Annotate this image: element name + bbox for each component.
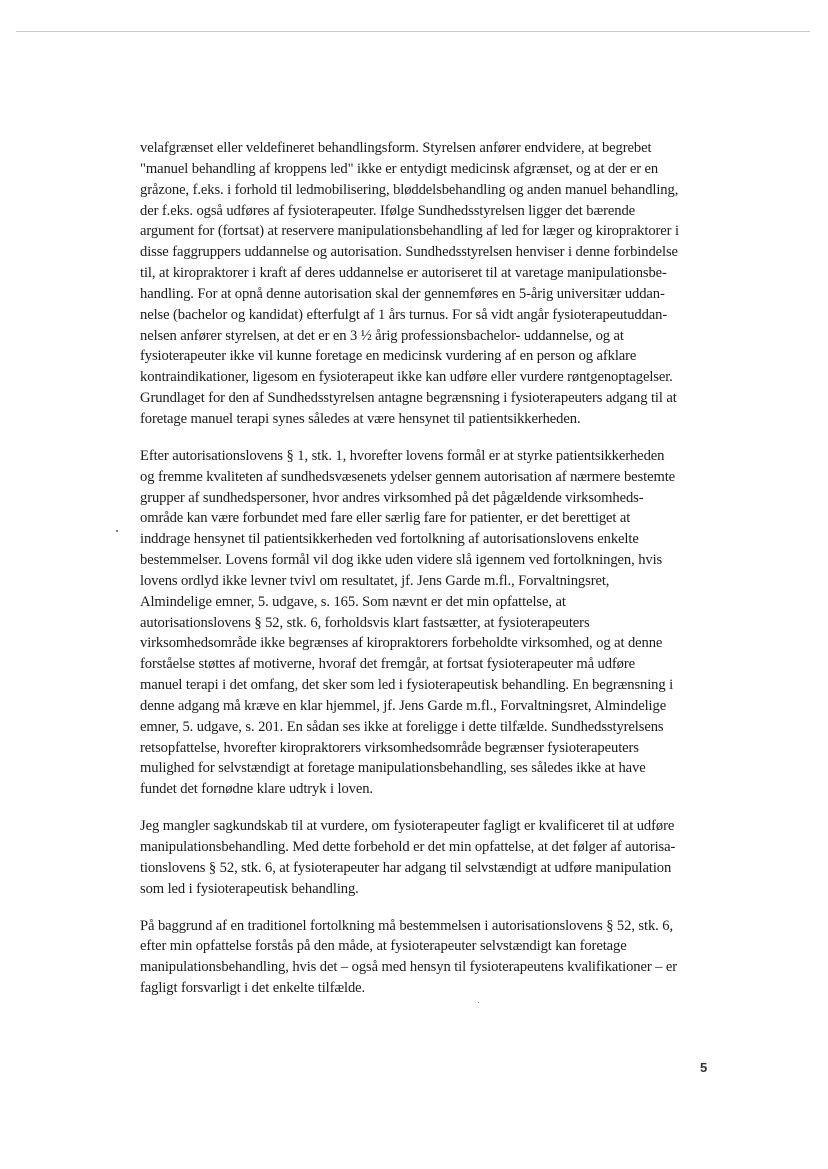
text-line: foretage manuel terapi synes således at være hensynet til patientsikkerheden.: [140, 410, 581, 427]
paragraph: [140, 816, 715, 899]
text-line: handling. For at opnå denne autorisation skal der gennemføres en 5-årig universitær uddan-: [140, 285, 665, 302]
text-line: manuel terapi i det omfang, det sker som led i fysioterapeutisk behandling. En begrænsning i: [140, 677, 674, 694]
text-line: manipulationsbehandling. Med dette forbehold er det min opfattelse, at det følger af autorisa-: [140, 839, 676, 855]
text-line: område kan være forbundet med fare eller særlig fare for patienter, er det berettiget at: [140, 510, 631, 527]
text-line: efter min opfattelse forstås på den måde, at fysioterapeuter selvstændigt kan foretage: [140, 938, 627, 955]
text-line: og fremme kvaliteten af sundhedsvæsenets ydelser gennem autorisation af nærmere bestemte: [140, 468, 676, 485]
paragraph: [140, 916, 715, 999]
text-line: bestemmelser. Lovens formål vil dog ikke uden videre slå igennem ved fortolkningen, hvis: [140, 552, 663, 569]
text-line: gråzone, f.eks. i forhold til ledmobilisering, bløddelsbehandling og anden manuel behandling,: [140, 181, 679, 198]
text-line: grupper af sundhedspersoner, hvor andres virksomhed på det pågældende virksomheds-: [140, 489, 644, 506]
text-line: disse faggruppers uddannelse og autorisation. Sundhedsstyrelsen henviser i denne forbindelse: [140, 244, 678, 261]
page-number: 5: [700, 1060, 708, 1075]
text-line: mulighed for selvstændigt at foretage manipulationsbehandling, ses således ikke at have: [140, 760, 646, 777]
top-scan-rule: [16, 31, 810, 32]
text-line: der f.eks. også udføres af fysioterapeuter. Ifølge Sundhedsstyrelsen ligger det bærende: [140, 202, 636, 219]
text-line: som led i fysioterapeutisk behandling.: [140, 880, 359, 897]
text-line: lovens ordlyd ikke levner tvivl om resultatet, jf. Jens Garde m.fl., Forvaltningsret,: [140, 572, 610, 589]
text-line: fundet det fornødne klare udtryk i loven.: [140, 781, 373, 798]
text-line: Almindelige emner, 5. udgave, s. 165. Som nævnt er det min opfattelse, at: [140, 593, 566, 610]
text-line: inddrage hensynet til patientsikkerheden ved fortolkning af autorisationslovens enkelte: [140, 531, 639, 548]
text-line: velafgrænset eller veldefineret behandlingsform. Styrelsen anfører endvidere, at begrebet: [140, 140, 652, 156]
text-line: emner, 5. udgave, s. 201. En sådan ses ikke at foreligge i dette tilfælde. Sundhedsstyrelsens: [140, 718, 664, 735]
text-line: virksomhedsområde ikke begrænses af kiropraktorers forbeholdte virksomhed, og at denne: [140, 635, 663, 652]
text-line: retsopfattelse, hvorefter kiropraktorers virksomhedsområde begrænser fysioterapeuters: [140, 739, 639, 756]
document-body: [140, 138, 715, 1015]
paragraph: [140, 138, 715, 430]
text-line: nelsen anfører styrelsen, at det er en 3 ½ årig professionsbachelor- uddannelse, og at: [140, 327, 624, 344]
text-line: manipulationsbehandling, hvis det – også med hensyn til fysioterapeutens kvalifikationer – er: [140, 959, 678, 976]
text-line: tionslovens § 52, stk. 6, at fysioterapeuter har adgang til selvstændigt at udføre manipulation: [140, 859, 672, 876]
scan-speck: [116, 530, 118, 532]
text-line: nelse (bachelor og kandidat) efterfulgt af 1 års turnus. For så vidt angår fysioterapeutuddan-: [140, 306, 668, 323]
text-line: Jeg mangler sagkundskab til at vurdere, om fysioterapeuter fagligt er kvalificeret til at udføre: [140, 818, 675, 835]
paragraph: [140, 446, 715, 800]
text-line: til, at kiropraktorer i kraft af deres uddannelse er autoriseret til at varetage manipulationsbe-: [140, 265, 667, 282]
text-line: denne adgang må kræve en klar hjemmel, jf. Jens Garde m.fl., Forvaltningsret, Almindelige: [140, 697, 667, 714]
text-line: argument for (fortsat) at reservere manipulationsbehandling af led for læger og kiropraktorer i: [140, 223, 679, 240]
text-line: Grundlaget for den af Sundhedsstyrelsen antagne begrænsning i fysioterapeuters adgang til at: [140, 390, 677, 407]
text-line: Efter autorisationslovens § 1, stk. 1, hvorefter lovens formål er at styrke patientsikkerheden: [140, 447, 665, 464]
scan-speck: [478, 1002, 479, 1003]
text-line: På baggrund af en traditionel fortolkning må bestemmelsen i autorisationslovens § 52, stk. 6,: [140, 917, 673, 934]
text-line: "manuel behandling af kroppens led" ikke er entydigt medicinsk afgrænset, og at der er en: [140, 160, 659, 177]
text-line: fagligt forsvarligt i det enkelte tilfælde.: [140, 980, 366, 997]
text-line: fysioterapeuter ikke vil kunne foretage en medicinsk vurdering af en person og afklare: [140, 348, 637, 365]
text-line: kontraindikationer, ligesom en fysioterapeut ikke kan udføre eller vurdere røntgenoptagelser.: [140, 369, 673, 386]
text-line: forståelse støttes af motiverne, hvoraf det fremgår, at fortsat fysioterapeuter må udføre: [140, 656, 636, 673]
text-line: autorisationslovens § 52, stk. 6, forholdsvis klart fastsætter, at fysioterapeuters: [140, 614, 590, 631]
